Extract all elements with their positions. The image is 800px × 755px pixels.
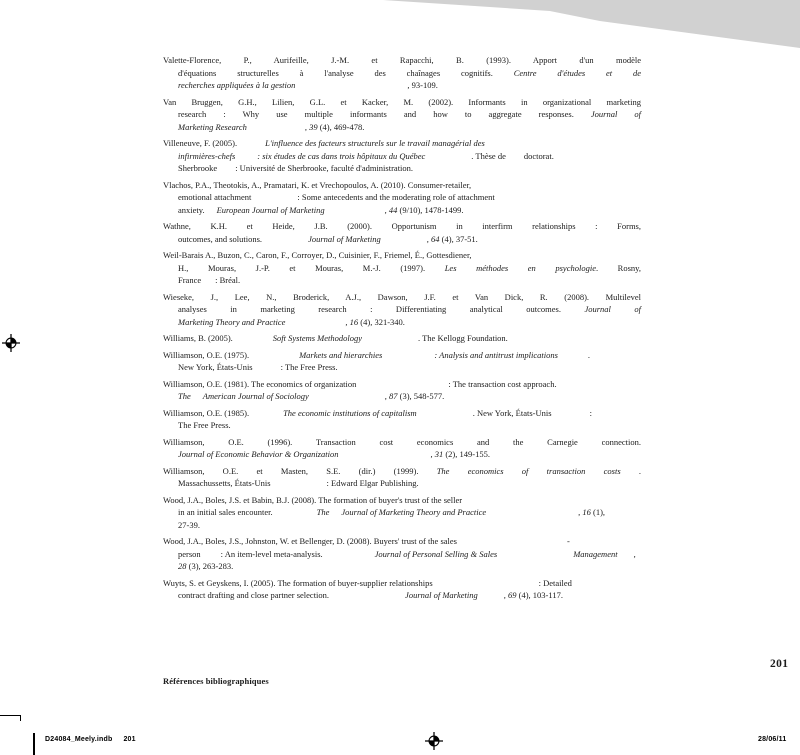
reference-text: Wathne, K.H. et Heide, J.B. (2000). Opportunism in interfirm relationships : Forms, xyxy=(163,221,641,231)
reference-italic-text: 16 xyxy=(349,316,359,327)
registration-mark-icon xyxy=(2,334,20,352)
reference-italic-text: American Journal of Sociology xyxy=(202,391,309,401)
justification-gap xyxy=(201,556,221,557)
reference-text: Williamson, O.E. (1975). xyxy=(163,349,250,360)
reference-line xyxy=(178,477,641,490)
reference-text: analyses in marketing research : Differentiating analytical outcomes. xyxy=(178,304,585,314)
justification-gap xyxy=(325,212,385,213)
reference-text: , 93-109. xyxy=(407,80,438,90)
reference-text: New York, États-Unis xyxy=(178,362,253,372)
reference-text: H., Mouras, J.-P. et Mouras, M.-J. (1997). xyxy=(178,262,445,273)
reference-text: Williamson, O.E. et Masten, S.E. (dir.) (1999). xyxy=(163,465,437,476)
reference-line xyxy=(178,204,641,217)
reference-entry xyxy=(163,332,641,345)
reference-italic-text: Marketing Theory and Practice xyxy=(178,316,286,327)
reference-text: Williamson, O.E. (1985). xyxy=(163,407,250,418)
reference-text: - xyxy=(566,536,570,546)
justification-gap xyxy=(382,357,434,358)
reference-text: contract drafting and close partner selection. xyxy=(178,590,330,600)
reference-entry xyxy=(163,220,641,245)
reference-italic-text: Soft Systems Methodology xyxy=(272,333,363,343)
reference-line xyxy=(178,548,641,561)
justification-gap xyxy=(217,170,235,171)
reference-italic-text: Journal of Marketing xyxy=(308,233,381,244)
reference-line xyxy=(178,121,641,134)
reference-text: . Thèse de xyxy=(471,150,506,161)
reference-text: , xyxy=(426,233,432,244)
reference-italic-text: The xyxy=(178,391,191,401)
reference-italic-text: : six études de cas dans trois hôpitaux du Québec xyxy=(257,150,426,161)
justification-gap xyxy=(356,386,448,387)
reference-italic-text: The economics of transaction costs xyxy=(436,465,621,476)
justification-gap xyxy=(249,415,283,416)
justification-gap xyxy=(205,212,217,213)
reference-line xyxy=(178,274,641,287)
reference-entry xyxy=(163,436,641,461)
reference-text: . xyxy=(620,465,641,476)
reference-italic-text: The economic institutions of capitalism xyxy=(283,407,417,418)
justification-gap xyxy=(381,241,427,242)
justification-gap xyxy=(273,514,317,515)
justification-gap xyxy=(425,158,471,159)
reference-italic-text: Journal of Personal Selling & Sales xyxy=(374,548,498,559)
reference-entry xyxy=(163,494,641,532)
reference-entry xyxy=(163,577,641,602)
reference-entry xyxy=(163,378,641,403)
reference-entry xyxy=(163,137,641,175)
reference-italic-text: European Journal of Marketing xyxy=(216,204,325,215)
reference-text: . Rosny, xyxy=(595,262,641,273)
reference-text: in an initial sales encounter. xyxy=(178,507,273,517)
reference-line xyxy=(178,108,641,121)
reference-text: research : Why use multiple informants and how to aggregate responses. xyxy=(178,109,591,119)
reference-line xyxy=(163,494,641,507)
reference-line xyxy=(178,150,641,163)
justification-gap xyxy=(309,398,385,399)
reference-line xyxy=(178,519,641,532)
justification-gap xyxy=(486,514,578,515)
reference-line xyxy=(178,233,641,246)
reference-line xyxy=(163,349,641,362)
justification-gap xyxy=(247,129,305,130)
justification-gap xyxy=(249,357,299,358)
justification-gap xyxy=(417,415,473,416)
reference-italic-text: The xyxy=(316,507,330,517)
slug-date: 28/06/11 xyxy=(758,736,787,743)
reference-italic-text: 28 xyxy=(178,561,187,571)
reference-text: (4), 321-340. xyxy=(358,316,405,327)
justification-gap xyxy=(618,556,634,557)
reference-text: , xyxy=(578,507,583,517)
justification-gap xyxy=(235,158,257,159)
justification-gap xyxy=(233,340,273,341)
reference-text: France xyxy=(178,275,202,285)
reference-entry xyxy=(163,407,641,432)
reference-italic-text: Journal of Marketing Theory and Practice xyxy=(341,507,487,517)
justification-gap xyxy=(433,585,539,586)
reference-italic-text: Centre d'études et de xyxy=(513,67,642,78)
reference-text: Valette-Florence, P., Aurifeille, J.-M. et Rapacchi, B. (1993). Apport d'un modèle xyxy=(163,55,641,65)
reference-text: Williamson, O.E. (1996). Transaction cost economics and the Carnegie connection. xyxy=(163,436,641,447)
reference-italic-text: Les méthodes en psychologie xyxy=(444,262,596,273)
reference-text: outcomes, and solutions. xyxy=(178,233,263,244)
justification-gap xyxy=(295,87,407,88)
reference-text: (9/10), 1478-1499. xyxy=(397,204,464,215)
reference-text: , xyxy=(430,449,435,459)
reference-line xyxy=(163,249,641,262)
reference-line xyxy=(178,79,641,92)
reference-line xyxy=(163,577,641,590)
reference-text: , xyxy=(633,548,636,559)
reference-list xyxy=(163,54,641,606)
reference-line xyxy=(163,378,641,391)
reference-text: Vlachos, P.A., Theotokis, A., Pramatari, K. et Vrechopoulos, A. (2010). Consumer-retailer, xyxy=(163,179,472,190)
reference-text: . New York, États-Unis xyxy=(472,407,552,418)
reference-line xyxy=(178,67,641,80)
justification-gap xyxy=(338,456,430,457)
reference-text: : An item-level meta-analysis. xyxy=(220,548,323,559)
reference-text: , xyxy=(503,590,509,600)
justification-gap xyxy=(323,556,375,557)
reference-text: (4), 103-117. xyxy=(516,590,563,600)
reference-line xyxy=(178,162,641,175)
reference-text: . The Kellogg Foundation. xyxy=(418,333,508,343)
justification-gap xyxy=(253,369,281,370)
reference-text: : The Free Press. xyxy=(280,362,338,372)
reference-italic-text: 39 xyxy=(309,121,318,132)
justification-gap xyxy=(497,556,573,557)
reference-text: Wuyts, S. et Geyskens, I. (2005). The formation of buyer-supplier relationships xyxy=(163,577,433,588)
reference-text: Weil-Barais A., Buzon, C., Caron, F., Corroyer, D., Cuisinier, F., Friemel, É., Gottesdiener, xyxy=(163,250,472,260)
reference-line xyxy=(163,291,641,304)
reference-text: Villeneuve, F. (2005). xyxy=(163,138,238,148)
reference-entry xyxy=(163,96,641,134)
reference-text: Wood, J.A., Boles, J.S., Johnston, W. et Bellenger, D. (2008). Buyers' trust of the sales xyxy=(163,536,457,546)
reference-italic-text: recherches appliquées à la gestion xyxy=(178,80,296,90)
justification-gap xyxy=(329,597,405,598)
reference-text: Massachussetts, États-Unis xyxy=(178,478,271,488)
reference-italic-text: Marketing Research xyxy=(178,121,247,132)
justification-gap xyxy=(552,415,590,416)
reference-line xyxy=(163,220,641,233)
reference-text: (2), 149-155. xyxy=(443,449,490,459)
reference-text: : Some antecedents and the moderating role of attachment xyxy=(297,192,495,202)
reference-text: The Free Press. xyxy=(178,420,231,430)
reference-italic-text: Journal of xyxy=(584,304,641,314)
reference-italic-text: infirmières-chefs xyxy=(178,150,236,161)
reference-text: emotional attachment xyxy=(178,192,252,202)
reference-line xyxy=(178,390,641,403)
reference-text: 27-39. xyxy=(178,519,200,530)
reference-italic-text: 44 xyxy=(388,204,398,215)
reference-italic-text: 69 xyxy=(508,590,517,600)
justification-gap xyxy=(285,324,345,325)
reference-text: , xyxy=(384,391,389,401)
reference-italic-text: Journal of Marketing xyxy=(405,590,478,600)
reference-line xyxy=(178,589,641,602)
reference-italic-text: 31 xyxy=(434,449,444,459)
reference-text: Van Bruggen, G.H., Lilien, G.L. et Kacker, M. (2002). Informants in organizational marketing xyxy=(163,96,641,107)
reference-text: : The transaction cost approach. xyxy=(448,378,557,389)
reference-line xyxy=(178,262,641,275)
reference-line xyxy=(178,419,641,432)
reference-text: , xyxy=(345,316,350,327)
justification-gap xyxy=(271,485,327,486)
reference-text: , xyxy=(384,204,389,215)
slug-page-number: 201 xyxy=(123,736,136,743)
justification-gap xyxy=(506,158,524,159)
reference-line xyxy=(163,436,641,449)
reference-line xyxy=(178,191,641,204)
reference-entry xyxy=(163,465,641,490)
reference-entry xyxy=(163,349,641,374)
reference-text: Williamson, O.E. (1981). The economics of organization xyxy=(163,378,357,389)
reference-text: , xyxy=(304,121,310,132)
reference-line xyxy=(178,303,641,316)
corner-crop-mark-icon xyxy=(0,715,21,721)
reference-line xyxy=(163,465,641,478)
reference-text: Williams, B. (2005). xyxy=(163,333,233,343)
reference-text: d'équations structurelles à l'analyse des chaînages cognitifs. xyxy=(178,67,514,78)
reference-italic-text: Management xyxy=(573,548,618,559)
justification-gap xyxy=(237,145,265,146)
footer-section-title: Références bibliographiques xyxy=(163,676,269,686)
reference-text: doctorat. xyxy=(523,150,554,161)
reference-line xyxy=(178,316,641,329)
reference-text: : Detailed xyxy=(538,577,572,588)
page-number: 201 xyxy=(770,658,789,670)
reference-line xyxy=(178,448,641,461)
reference-italic-text: 87 xyxy=(389,391,398,401)
reference-text: anxiety. xyxy=(178,204,205,215)
reference-entry xyxy=(163,179,641,217)
reference-line xyxy=(178,361,641,374)
reference-italic-text: 16 xyxy=(582,507,591,517)
reference-entry xyxy=(163,249,641,287)
reference-line xyxy=(178,506,641,519)
reference-text: : xyxy=(589,407,592,418)
reference-text: (3), 263-283. xyxy=(186,561,234,571)
reference-text: : Université de Sherbrooke, faculté d'administration. xyxy=(235,163,414,173)
reference-text: . xyxy=(587,349,591,360)
justification-gap xyxy=(251,199,297,200)
justification-gap xyxy=(329,514,341,515)
reference-text: (1), xyxy=(590,507,606,517)
reference-text: Wood, J.A., Boles, J.S. et Babin, B.J. (2008). The formation of buyer's trust of the seller xyxy=(163,494,463,505)
reference-text: : Bréal. xyxy=(215,275,241,285)
reference-italic-text: 64 xyxy=(431,233,440,244)
reference-italic-text: Markets and hierarchies xyxy=(299,349,383,360)
reference-text: (3), 548-577. xyxy=(397,391,445,401)
justification-gap xyxy=(191,398,203,399)
reference-italic-text: L'influence des facteurs structurels sur le travail managérial des xyxy=(265,138,485,148)
reference-entry xyxy=(163,54,641,92)
reference-text: Wieseke, J., Lee, N., Broderick, A.J., Dawson, J.F. et Van Dick, R. (2008). Multilevel xyxy=(163,291,641,302)
justification-gap xyxy=(457,543,567,544)
reference-text: (4), 37-51. xyxy=(439,233,478,244)
reference-text: (4), 469-478. xyxy=(317,121,365,132)
reference-line xyxy=(163,179,641,192)
reference-text: : Edward Elgar Publishing. xyxy=(326,478,419,488)
reference-entry xyxy=(163,291,641,329)
reference-line xyxy=(163,535,641,548)
justification-gap xyxy=(478,597,504,598)
scanner-background-wedge xyxy=(383,0,800,50)
reference-italic-text: : Analysis and antitrust implications xyxy=(434,349,558,360)
slug-divider-line xyxy=(33,733,35,755)
reference-italic-text: Journal of Economic Behavior & Organization xyxy=(178,449,339,459)
reference-text: person xyxy=(178,548,201,559)
slug-filename xyxy=(45,736,136,743)
reference-line xyxy=(178,560,641,573)
reference-line xyxy=(163,332,641,345)
justification-gap xyxy=(558,357,588,358)
reference-text: Sherbrooke xyxy=(178,163,218,173)
justification-gap xyxy=(262,241,308,242)
slug-file-label: D24084_Meely.indb xyxy=(45,736,113,743)
reference-line xyxy=(163,407,641,420)
reference-line xyxy=(163,96,641,109)
justification-gap xyxy=(362,340,418,341)
justification-gap xyxy=(201,282,215,283)
reference-line xyxy=(163,54,641,67)
reference-italic-text: Journal of xyxy=(590,109,641,119)
reference-line xyxy=(163,137,641,150)
reference-entry xyxy=(163,535,641,573)
registration-mark-icon xyxy=(425,732,443,750)
